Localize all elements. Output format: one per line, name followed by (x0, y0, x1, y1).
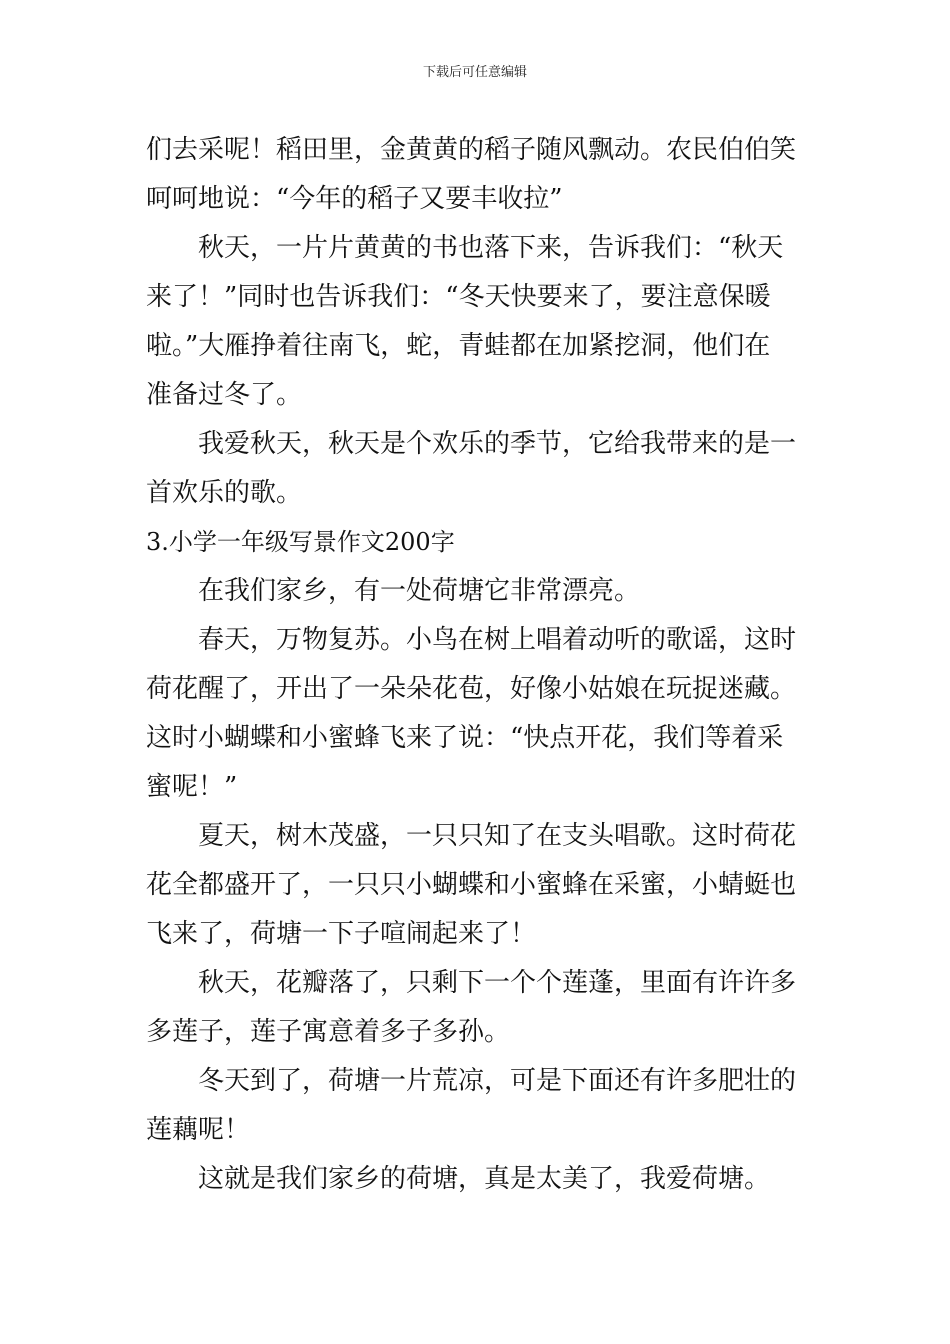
text-line: 秋天，一片片黄黄的书也落下来，告诉我们：“秋天 (198, 233, 784, 263)
text-line: 这就是我们家乡的荷塘，真是太美了，我爱荷塘。 (198, 1164, 771, 1194)
text-line: 冬天到了，荷塘一片荒凉，可是下面还有许多肥壮的 (198, 1066, 797, 1096)
text-line: 花全都盛开了，一只只小蝴蝶和小蜜蜂在采蜜，小蜻蜓也 (146, 870, 797, 900)
text-line: 春天，万物复苏。小鸟在树上唱着动听的歌谣，这时 (198, 625, 797, 655)
text-line: 们去采呢！稻田里，金黄黄的稻子随风飘动。农民伯伯笑 (146, 135, 797, 165)
text-line: 莲藕呢！ (146, 1115, 251, 1145)
text-line: 来了！”同时也告诉我们：“冬天快要来了，要注意保暖 (146, 282, 771, 312)
text-line: 夏天，树木茂盛，一只只知了在支头唱歌。这时荷花 (198, 821, 797, 851)
text-line: 呵呵地说：“今年的稻子又要丰收拉” (146, 184, 563, 214)
text-line: 秋天，花瓣落了，只剩下一个个莲蓬，里面有许许多 (198, 968, 797, 998)
text-line: 荷花醒了，开出了一朵朵花苞，好像小姑娘在玩捉迷藏。 (146, 674, 797, 704)
text-line: 这时小蝴蝶和小蜜蜂飞来了说：“快点开花，我们等着采 (146, 723, 784, 753)
text-line: 蜜呢！” (146, 772, 238, 802)
text-line: 首欢乐的歌。 (146, 478, 303, 508)
text-line: 啦。”大雁挣着往南飞，蛇，青蛙都在加紧挖洞，他们在 (146, 331, 771, 361)
document-body (146, 126, 810, 1204)
text-line: 准备过冬了。 (146, 380, 303, 410)
text-line: 多莲子，莲子寓意着多子多孙。 (146, 1017, 511, 1047)
text-line: 在我们家乡，有一处荷塘它非常漂亮。 (198, 576, 641, 606)
section-heading: 3.小学一年级写景作文200字 (146, 528, 455, 556)
page-header: 下载后可任意编辑 (422, 65, 527, 80)
text-line: 我爱秋天，秋天是个欢乐的季节，它给我带来的是一 (198, 429, 797, 459)
text-line: 飞来了，荷塘一下子喧闹起来了！ (146, 919, 537, 949)
